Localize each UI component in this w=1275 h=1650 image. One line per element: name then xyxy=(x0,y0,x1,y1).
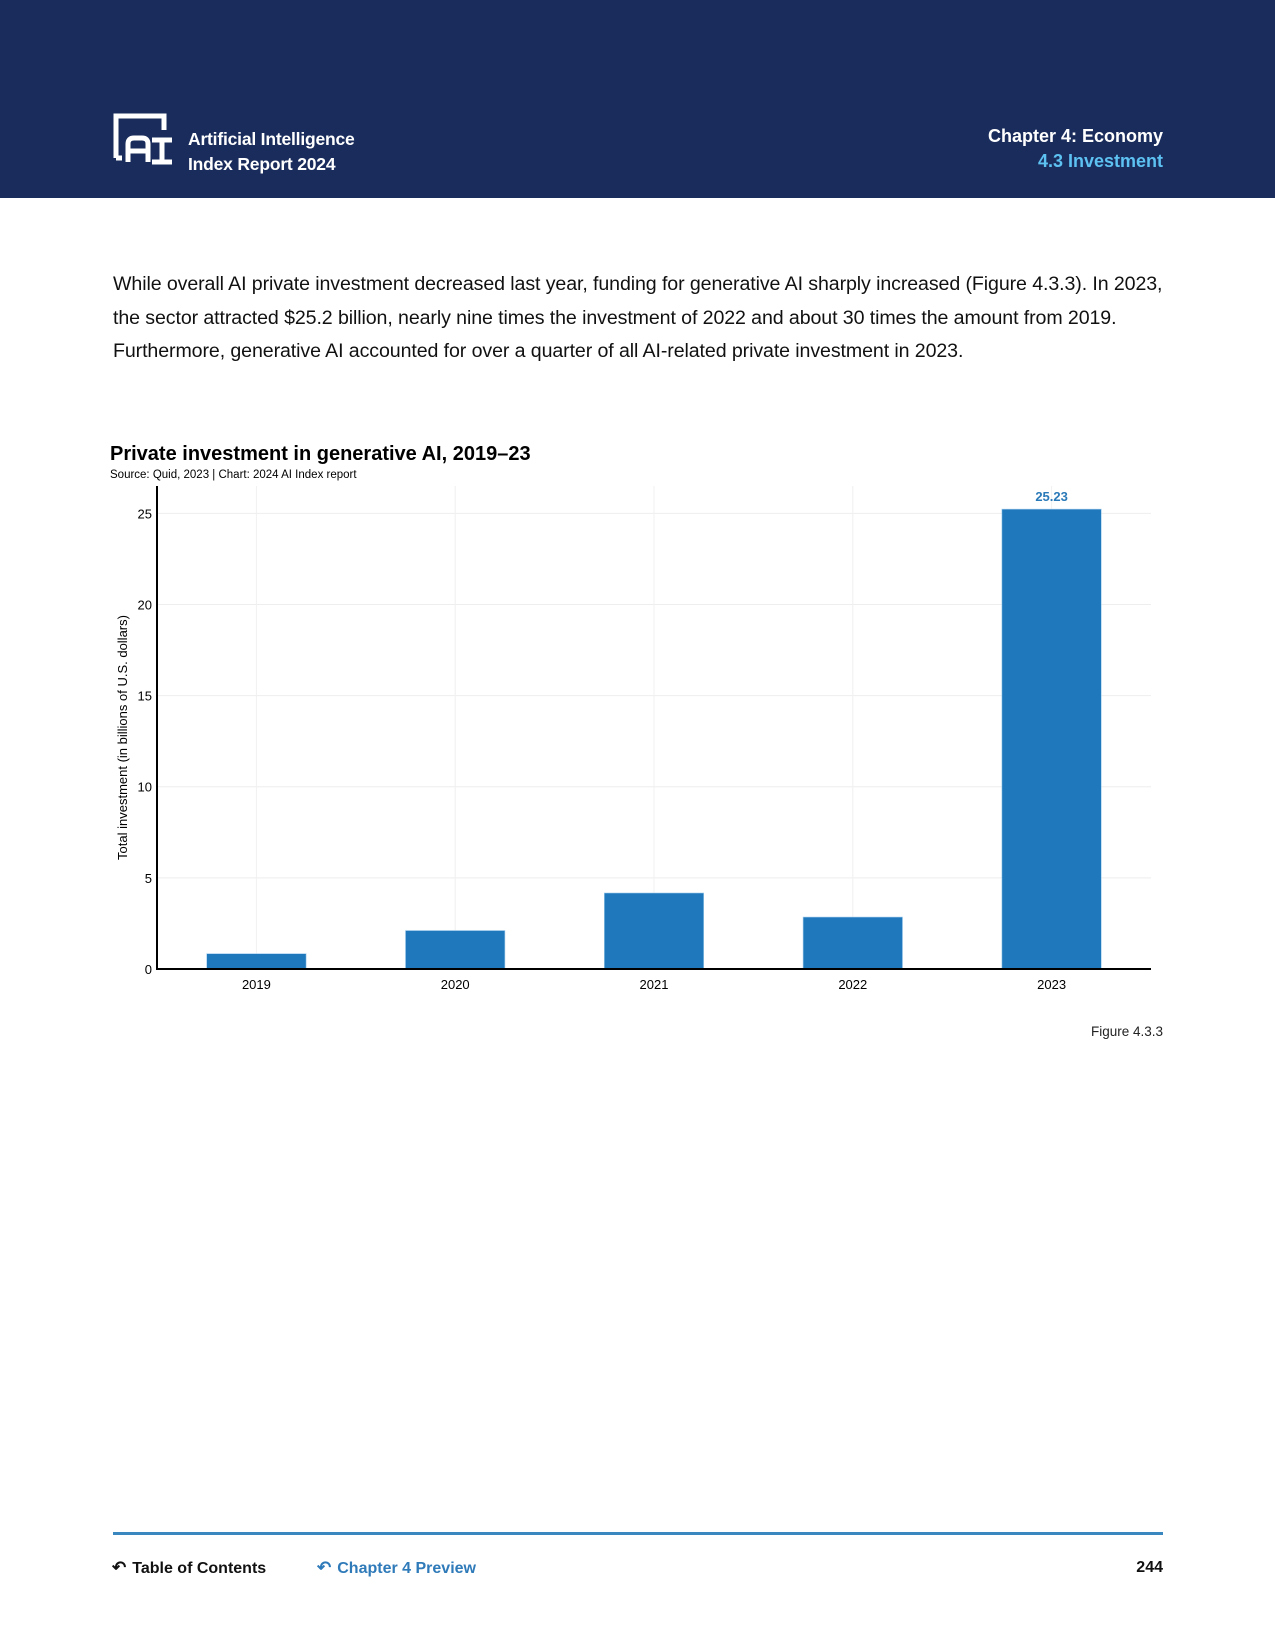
chapter-preview-link[interactable] xyxy=(317,1557,476,1580)
intro-paragraph: While overall AI private investment decreased last year, funding for generative AI sharply increased (Figure 4.3.3). In 2023, the sector attracted $25.2 billion, nearly nine times the investment of 2022 and about 30 times the amount from 2019. Furthermore, generative AI accounted for over a quarter of all AI-related private investment in 2023. xyxy=(113,273,1163,362)
y-axis-title: Total investment (in billions of U.S. dollars) xyxy=(115,615,130,860)
y-tick-label: 25 xyxy=(137,506,152,522)
page-number: 244 xyxy=(1136,1559,1163,1576)
preview-label: Chapter 4 Preview xyxy=(337,1560,476,1577)
bar-2021 xyxy=(604,893,703,969)
y-tick-label: 10 xyxy=(137,779,152,795)
bar-2020 xyxy=(406,931,505,969)
return-arrow-icon: ↶ xyxy=(112,1558,127,1577)
chart-title: Private investment in generative AI, 2019–23 xyxy=(110,443,531,465)
x-tick-label: 2023 xyxy=(1037,977,1067,992)
y-tick-label: 20 xyxy=(137,597,152,613)
y-tick-label: 15 xyxy=(137,688,152,704)
y-tick-label: 0 xyxy=(144,962,152,977)
bar-2022 xyxy=(803,917,902,969)
return-arrow-icon: ↶ xyxy=(317,1558,332,1577)
figure-label: Figure 4.3.3 xyxy=(1090,1024,1163,1039)
brand-line-1: Artificial Intelligence xyxy=(188,129,355,149)
x-tick-label: 2022 xyxy=(838,977,868,992)
chapter-title: Chapter 4: Economy xyxy=(987,126,1163,146)
chart-source: Source: Quid, 2023 | Chart: 2024 AI Index report xyxy=(110,469,357,481)
footer-divider xyxy=(113,1532,1163,1535)
x-tick-label: 2021 xyxy=(639,977,669,992)
y-tick-label: 5 xyxy=(144,870,152,886)
section-title: 4.3 Investment xyxy=(1037,151,1163,171)
table-of-contents-link[interactable] xyxy=(112,1557,266,1580)
bar-2019 xyxy=(207,954,306,969)
brand-line-2: Index Report 2024 xyxy=(188,154,336,174)
x-tick-label: 2019 xyxy=(241,977,271,992)
bar-2023 xyxy=(1002,509,1101,969)
x-tick-label: 2020 xyxy=(440,977,470,992)
toc-label: Table of Contents xyxy=(132,1560,267,1577)
data-label-2023: 25.23 xyxy=(1035,489,1068,505)
